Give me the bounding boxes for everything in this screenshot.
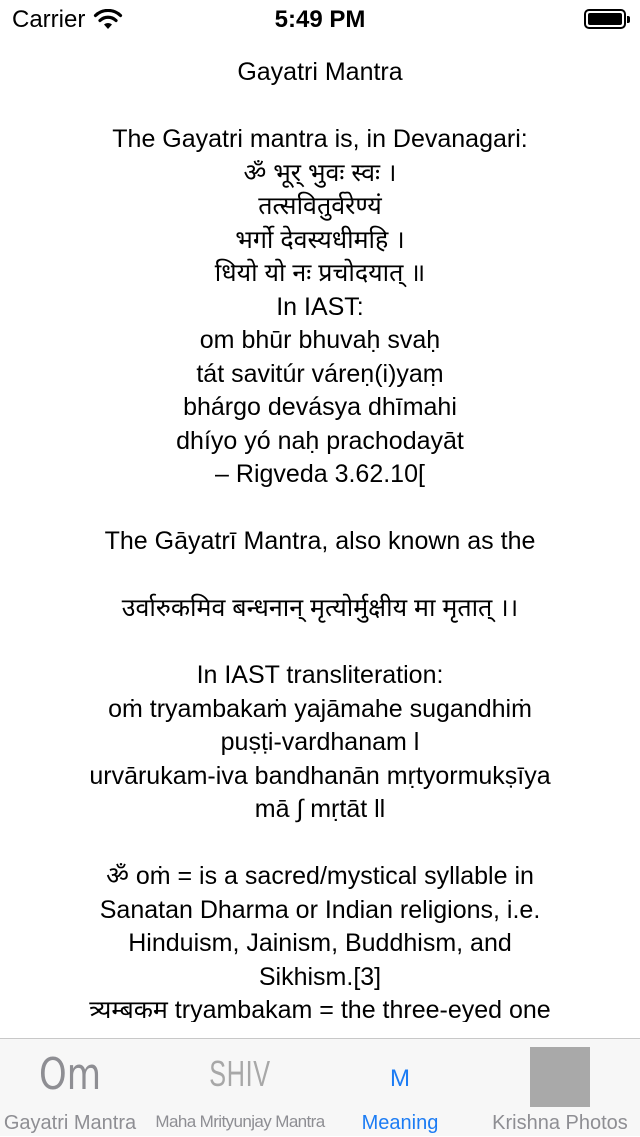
text-line: तत्सवितुर्वरेण्यं <box>258 192 382 220</box>
battery-tip <box>627 16 630 23</box>
text-line: Gayatri Mantra <box>237 58 403 86</box>
text-line: oṁ tryambakaṁ yajāmahe sugandhiṁ <box>108 694 532 723</box>
text-line: उर्वारुकमिव बन्धनान् मृत्योर्मुक्षीय मा मृतात् ।। <box>121 594 519 622</box>
text-line: त्र्यम्बकम tryambakam = the three-eyed one <box>89 996 551 1022</box>
om-text-icon: Om <box>39 1049 101 1100</box>
text-line: Sikhism.[3] <box>258 962 382 991</box>
tab-krishna-photos[interactable] <box>490 1039 630 1137</box>
meaning-text-view[interactable] <box>20 56 620 1022</box>
text-line: urvārukam-iva bandhanān mṛtyormukṣīya <box>89 761 551 790</box>
text-line: – Rigveda 3.62.10[ <box>215 460 425 488</box>
text-line: Hinduism, Jainism, Buddhism, and <box>128 929 512 957</box>
blank-line <box>20 626 620 660</box>
blank-line <box>20 90 620 124</box>
status-bar <box>0 0 640 40</box>
tab-maha-mrityunjay-mantra[interactable] <box>155 1039 325 1137</box>
tab-label: Maha Mrityunjay Mantra <box>155 1112 325 1131</box>
text-line: puṣṭi-vardhanam l <box>220 728 420 756</box>
text-line: ॐ भूर् भुवः स्वः । <box>243 158 397 187</box>
text-line: In IAST: <box>276 292 364 321</box>
status-time: 5:49 PM <box>274 6 366 33</box>
text-line: dhíyo yó naḥ prachodayāt <box>176 426 464 455</box>
photo-placeholder-icon <box>530 1047 590 1107</box>
tab-meaning[interactable] <box>350 1039 450 1137</box>
text-line: ॐ oṁ = is a sacred/mystical syllable in <box>106 862 534 890</box>
blank-line <box>20 827 620 861</box>
text-line: The Gāyatrī Mantra, also known as the <box>104 527 536 555</box>
text-line: bhárgo devásya dhīmahi <box>183 393 457 421</box>
m-letter-icon: M <box>390 1065 410 1092</box>
text-line: In IAST transliteration: <box>196 661 444 689</box>
battery-fill <box>588 13 622 25</box>
text-line: भर्गो देवस्यधीमहि । <box>235 225 405 254</box>
battery-icon <box>584 9 626 29</box>
shiv-text-icon: SHIV <box>209 1053 271 1094</box>
text-line: धियो यो नः प्रचोदयात् ॥ <box>214 259 426 287</box>
tab-label: Krishna Photos <box>492 1112 628 1134</box>
blank-line <box>20 559 620 593</box>
tab-label: Meaning <box>361 1112 439 1134</box>
text-line: om bhūr bhuvaḥ svaḥ <box>199 326 441 354</box>
tab-bar <box>0 1038 640 1136</box>
text-line: The Gayatri mantra is, in Devanagari: <box>112 125 528 153</box>
carrier-label: Carrier <box>12 6 86 33</box>
tab-label: Gayatri Mantra <box>3 1112 137 1134</box>
text-line: mā ∫ mṛtāt ll <box>254 795 386 823</box>
text-line: tát savitúr váreṇ(i)yaṃ <box>196 359 444 388</box>
blank-line <box>20 492 620 526</box>
tab-gayatri-mantra[interactable] <box>3 1039 137 1137</box>
text-line: Sanatan Dharma or Indian religions, i.e. <box>99 895 541 924</box>
